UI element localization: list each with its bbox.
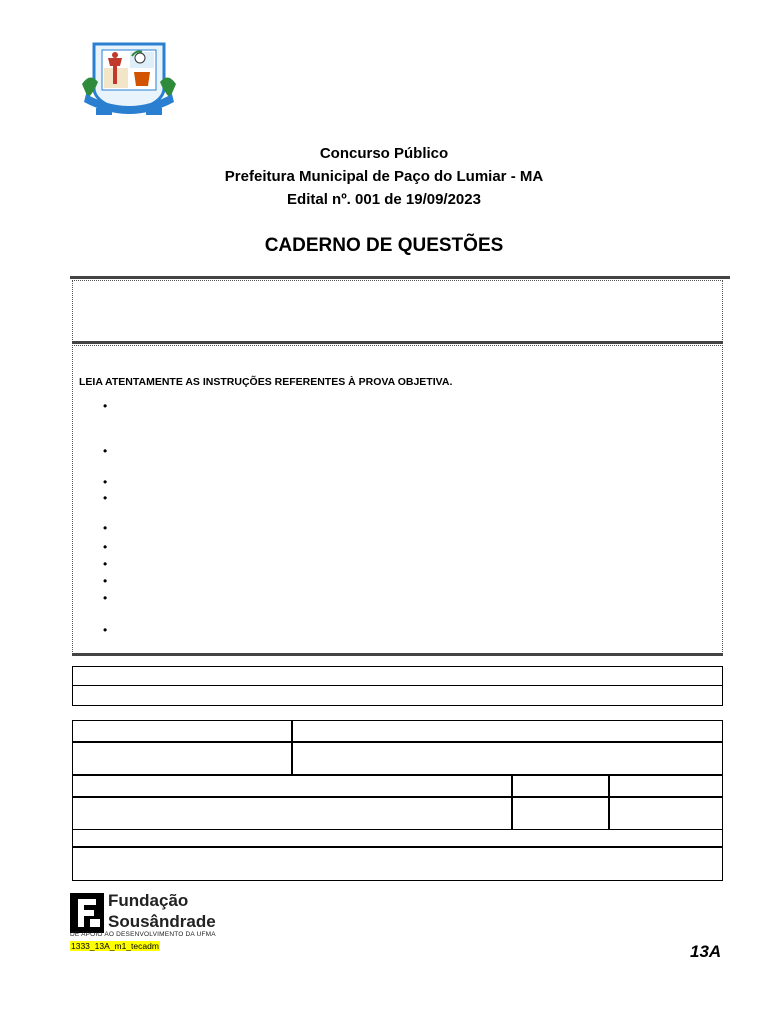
info-row-2 [72, 685, 723, 706]
divider [70, 276, 730, 279]
municipal-crest-icon [80, 38, 178, 124]
foundation-subtitle: DE APOIO AO DESENVOLVIMENTO DA UFMA [70, 931, 216, 938]
bullet-point: • [103, 557, 108, 571]
field-input-cell[interactable] [608, 796, 723, 830]
field-input-cell[interactable] [72, 796, 513, 830]
bullet-point: • [103, 491, 108, 505]
divider [72, 653, 723, 656]
field-label-cell [72, 775, 513, 798]
bullet-point: • [103, 574, 108, 588]
bullet-point: • [103, 444, 108, 458]
field-label-cell [608, 775, 723, 798]
field-label-cell [511, 775, 610, 798]
bullet-point: • [103, 540, 108, 554]
candidate-info-box [72, 280, 723, 342]
field-input-cell[interactable] [72, 846, 723, 881]
edital-number: Edital nº. 001 de 19/09/2023 [287, 191, 481, 208]
booklet-label: 13A [690, 942, 722, 961]
bullet-point: • [103, 399, 108, 413]
bullet-point: • [103, 521, 108, 535]
field-input-cell[interactable] [72, 741, 293, 775]
exam-name: Concurso Público [319, 145, 449, 162]
page-title: CADERNO DE QUESTÕES [264, 235, 504, 256]
field-label-cell [72, 720, 293, 743]
foundation-name-line2: Sousândrade [108, 912, 216, 931]
divider [72, 341, 723, 344]
field-input-cell[interactable] [511, 796, 610, 830]
institution-name: Prefeitura Municipal de Paço do Lumiar - MA [224, 168, 544, 185]
field-label-cell [291, 720, 723, 743]
fundacao-logo-icon [70, 893, 104, 933]
bullet-point: • [103, 475, 108, 489]
field-input-cell[interactable] [291, 741, 723, 775]
instructions-box [72, 345, 723, 654]
bullet-point: • [103, 591, 108, 605]
document-code: 1333_13A_m1_tecadm [71, 941, 159, 951]
bullet-point: • [103, 623, 108, 637]
instructions-heading: LEIA ATENTAMENTE AS INSTRUÇÕES REFERENTES À PROVA OBJETIVA. [79, 376, 453, 388]
foundation-name-line1: Fundação [108, 891, 189, 910]
info-row-1 [72, 666, 723, 686]
